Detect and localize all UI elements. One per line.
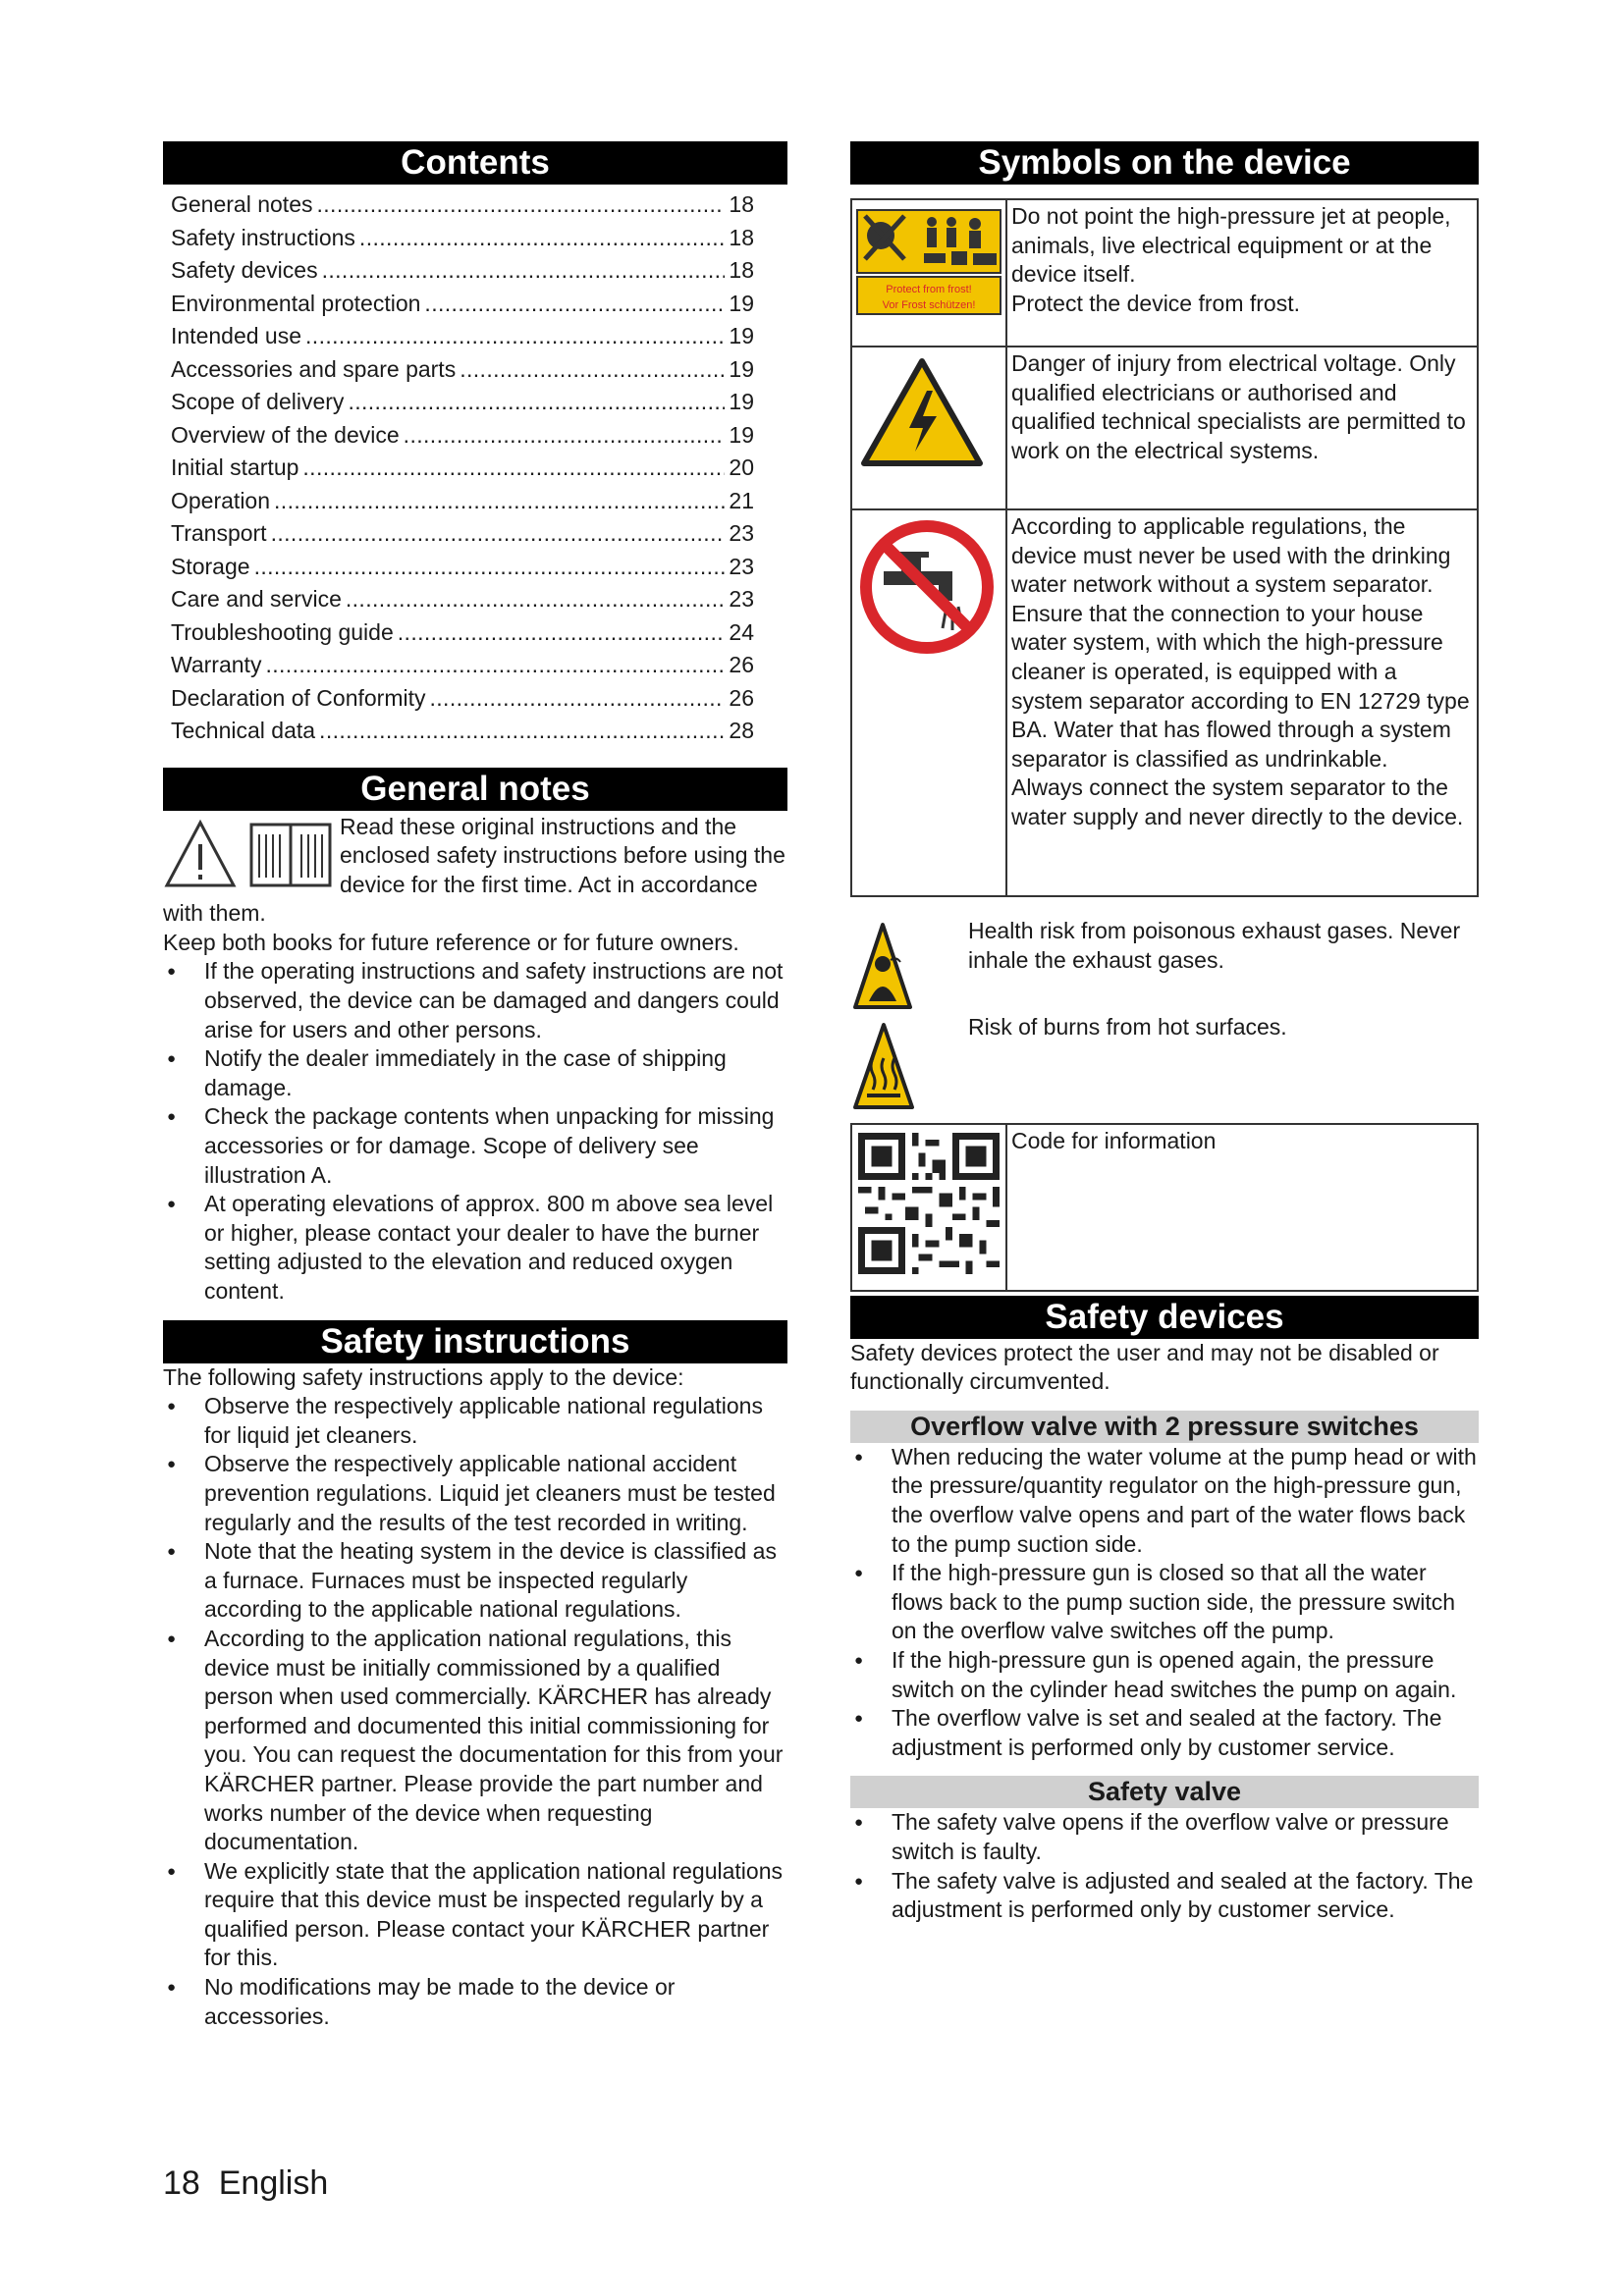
general-notes-keep: Keep both books for future reference or for future owners. — [163, 929, 739, 955]
safety-devices-intro: Safety devices protect the user and may not be disabled or functionally circumvented. — [850, 1339, 1439, 1395]
warning-triangle-icon — [163, 813, 336, 891]
page-number: 18 — [163, 2164, 200, 2202]
exhaust-gas-warning-icon — [853, 921, 912, 1011]
frost-label-de: Vor Frost schützen! — [882, 299, 976, 311]
list-item: ● We explicitly state that the application national regulations require that this device must be inspected regularly by a qualified person. Please contact your KÄRCHER partner for this. — [163, 1857, 787, 1973]
toc-entry[interactable]: Storage . . . 23 — [163, 551, 787, 584]
exhaust-gas-text: Health risk from poisonous exhaust gases. Never inhale the exhaust gases. — [968, 918, 1461, 973]
safety-valve-list — [850, 1808, 1479, 1924]
footer-language: English — [218, 2164, 329, 2202]
burn-risk-text: Risk of burns from hot surfaces. — [968, 1014, 1287, 1040]
table-row — [851, 199, 1478, 347]
table-row — [851, 1124, 1478, 1291]
toc-entry[interactable]: Safety devices . . . 18 — [163, 254, 787, 288]
safety-valve-heading: Safety valve — [850, 1776, 1479, 1808]
general-notes-intro: Read these original instructions and the enclosed safety instructions before using the device for the first time. Act in accordance with them. — [163, 813, 785, 927]
qr-code-table — [850, 1123, 1479, 1292]
list-item: ● If the high-pressure gun is opened again, the pressure switch on the cylinder head switches the pump on again. — [850, 1646, 1479, 1704]
list-item: ● The safety valve is adjusted and sealed at the factory. The adjustment is performed only by customer service. — [850, 1867, 1479, 1925]
left-column — [163, 141, 787, 2031]
safety-devices-heading: Safety devices — [850, 1296, 1479, 1339]
symbol-description: Do not point the high-pressure jet at people, animals, live electrical equipment or at the device itself. Protect the device from frost. — [1006, 199, 1478, 347]
list-item: ● Check the package contents when unpacking for missing accessories or for damage. Scope of delivery see illustration A. — [163, 1102, 787, 1190]
qr-code-description: Code for information — [1006, 1124, 1478, 1291]
table-row — [851, 347, 1478, 509]
toc-entry[interactable]: Transport . . . 23 — [163, 517, 787, 551]
list-item: ● Observe the respectively applicable national regulations for liquid jet cleaners. — [163, 1392, 787, 1450]
list-item: ● Note that the heating system in the device is classified as a furnace. Furnaces must be inspected regularly according to the applicable national regulations. — [163, 1537, 787, 1625]
list-item: ● According to the application national regulations, this device must be initially commissioned by a qualified person when used commercially. KÄRCHER has already performed and documented this initial commissioning for you. You can request the documentation for this from your KÄRCHER partner. Please provide the part number and works number of the device when requesting documentation. — [163, 1625, 787, 1857]
safety-instructions-heading: Safety instructions — [163, 1320, 787, 1363]
safety-instructions-intro: The following safety instructions apply to the device: — [163, 1363, 684, 1390]
qr-code-icon[interactable] — [858, 1133, 1000, 1274]
burn-symbol-row — [850, 1013, 1479, 1123]
symbol-description: According to applicable regulations, the device must never be used with the drinking water network without a system separator. Ensure that the connection to your house water system, with which the high-pressure cleaner is operated, is equipped with a system separator according to EN 12729 type BA. Water that has flowed through a system separator is classified as undrinkable. Always connect the system separator to the water supply and never directly to the device. — [1006, 509, 1478, 896]
toc-entry[interactable]: General notes . . . 18 — [163, 188, 787, 222]
list-item: ● If the operating instructions and safety instructions are not observed, the device can be damaged and dangers could arise for users and other persons. — [163, 957, 787, 1044]
list-item: ● Observe the respectively applicable national accident prevention regulations. Liquid jet cleaners must be tested regularly and the results of the test recorded in writing. — [163, 1450, 787, 1537]
general-notes-section — [163, 811, 787, 1307]
electrical-voltage-warning-icon — [858, 355, 986, 469]
toc-entry[interactable]: Safety instructions . . . 18 — [163, 222, 787, 255]
toc-entry[interactable]: Technical data . . . 28 — [163, 715, 787, 748]
list-item: ● If the high-pressure gun is closed so that all the water flows back to the pump suction side, the pressure switch on the overflow valve switches off the pump. — [850, 1559, 1479, 1646]
list-item: ● The overflow valve is set and sealed at the factory. The adjustment is performed only by customer service. — [850, 1704, 1479, 1762]
toc-entry[interactable]: Overview of the device . . . 19 — [163, 419, 787, 453]
toc-entry[interactable]: Operation . . . 21 — [163, 485, 787, 518]
list-item: ● No modifications may be made to the device or accessories. — [163, 1973, 787, 2031]
list-item: ● The safety valve opens if the overflow valve or pressure switch is faulty. — [850, 1808, 1479, 1866]
contents-heading: Contents — [163, 141, 787, 185]
general-notes-list — [163, 957, 787, 1306]
safety-instructions-list — [163, 1392, 787, 2031]
right-column — [850, 141, 1479, 1925]
page-footer — [163, 2163, 328, 2203]
hot-surface-warning-icon — [853, 1021, 914, 1111]
read-manual-icons — [163, 813, 336, 891]
toc-entry[interactable]: Scope of delivery . . . 19 — [163, 386, 787, 419]
overflow-valve-list — [850, 1443, 1479, 1763]
symbols-heading: Symbols on the device — [850, 141, 1479, 185]
toc-entry[interactable]: Troubleshooting guide . . . 24 — [163, 616, 787, 650]
manual-book-icon — [251, 825, 330, 885]
exhaust-symbol-row — [850, 917, 1479, 1013]
table-row — [851, 509, 1478, 896]
toc-entry[interactable]: Environmental protection . . . 19 — [163, 288, 787, 321]
safety-instructions-section — [163, 1363, 787, 2032]
list-item: ● At operating elevations of approx. 800 m above sea level or higher, please contact your dealer to have the burner setting adjusted to the elevation and reduced oxygen content. — [163, 1190, 787, 1306]
symbols-table — [850, 198, 1479, 897]
no-spray-frost-icon — [855, 208, 1002, 316]
symbol-description: Danger of injury from electrical voltage. Only qualified electricians or authorised and qualified technical specialists are permitted to work on the electrical systems. — [1006, 347, 1478, 509]
list-item: ● Notify the dealer immediately in the case of shipping damage. — [163, 1044, 787, 1102]
toc-entry[interactable]: Warranty . . . 26 — [163, 649, 787, 682]
toc-entry[interactable]: Declaration of Conformity . . . 26 — [163, 682, 787, 716]
no-drinking-water-connection-icon — [858, 518, 996, 656]
toc-entry[interactable]: Initial startup . . . 20 — [163, 452, 787, 485]
toc-entry[interactable]: Accessories and spare parts . . . 19 — [163, 353, 787, 387]
list-item: ● When reducing the water volume at the pump head or with the pressure/quantity regulator on the high-pressure gun, the overflow valve opens and part of the water flows back to the pump suction side. — [850, 1443, 1479, 1559]
overflow-valve-heading: Overflow valve with 2 pressure switches — [850, 1411, 1479, 1443]
toc-entry[interactable]: Intended use . . . 19 — [163, 320, 787, 353]
general-notes-heading: General notes — [163, 768, 787, 811]
frost-label-en: Protect from frost! — [886, 284, 972, 295]
toc-entry[interactable]: Care and service . . . 23 — [163, 583, 787, 616]
table-of-contents — [163, 185, 787, 748]
